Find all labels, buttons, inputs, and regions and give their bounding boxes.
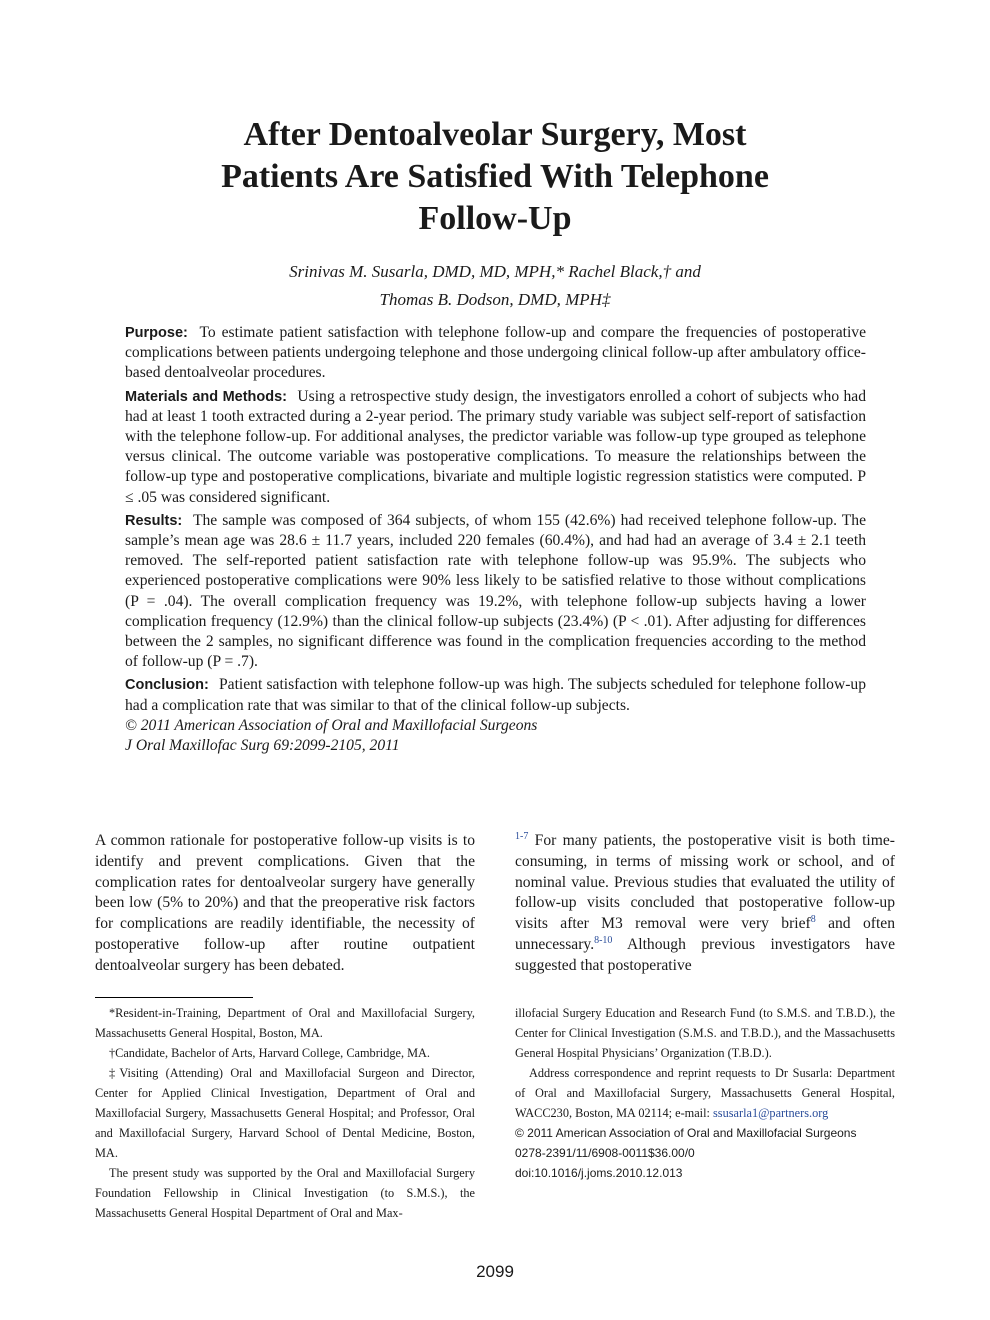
conclusion-label: Conclusion: [125,677,209,694]
abstract [125,323,866,759]
footnote: †Candidate, Bachelor of Arts, Harvard College, Cambridge, MA. [109,1046,431,1060]
title-line: Patients Are Satisfied With Telephone [221,158,769,195]
reference-link[interactable]: 1-7 [515,830,529,842]
reference-link[interactable]: 8 [810,914,816,925]
abstract-purpose [125,323,866,384]
reference-link[interactable]: 8-10 [594,934,613,946]
address-text: Address correspondence and reprint requests to Dr Susarla: Department of Oral and Maxillofacial Surgery, Massachusetts General Hospital, WACC230, Boston, MA 02114; e-mail: [515,1066,895,1120]
title-line: After Dentoalveolar Surgery, Most [243,116,747,153]
author-list [95,258,895,314]
title-line: Follow-Up [418,200,572,237]
body-paragraph: A common rationale for postoperative follow-up visits is to identify and prevent complications. Given that the complication rates for dentoalveolar surgery have generally been low (5% to 20%) and that the preoperative risk factors for complications are readily identifiable, the necessity of postoperative follow-up after routine outpatient dentoalveolar surgery has been debated. [95,832,475,974]
correspondence-note [515,1063,895,1123]
conclusion-text: Patient satisfaction with telephone follow-up was high. The subjects scheduled for telephone follow-up had a complication rate that was similar to that of the clinical follow-up subjects. [125,676,866,714]
journal-citation: J Oral Maxillofac Surg 69:2099-2105, 2011 [125,737,400,755]
body-paragraph: Although previous investigators have suggested that postoperative [515,935,895,974]
issn-note: 0278-2391/11/6908-0011$36.00/0 [515,1146,695,1160]
methods-text: Using a retrospective study design, the investigators enrolled a cohort of subjects who had had at least 1 tooth extracted during a 2-year period. The primary study variable was subject self-report of satisfaction with the telephone follow-up. For additional analyses, the predictor variable was follow-up type grouped as telephone versus clinical. The outcome variable was postoperative complications. To measure the relationships between the follow-up type and postoperative complications, bivariate and multiple logistic regression statistics were computed. P ≤ .05 was considered significant. [125,387,866,506]
body-column-left [95,831,475,977]
body-paragraph: For many patients, the postoperative visit is both time-consuming, in terms of missing work or school, and of nominal value. Previous studies that evaluated the utility of follow-up visits concluded that postoperative follow-up visits after M3 removal were very brief [515,832,895,933]
abstract-results [125,511,866,673]
copyright-note: © 2011 American Association of Oral and Maxillofacial Surgeons [515,1126,857,1140]
author-line: Thomas B. Dodson, DMD, MPH‡ [379,290,611,309]
footnotes-left [95,1003,475,1223]
abstract-copyright: © 2011 American Association of Oral and Maxillofacial Surgeons [125,716,538,734]
page-number: 2099 [476,1262,514,1281]
results-text: The sample was composed of 364 subjects, of whom 155 (42.6%) had received telephone follow-up. The sample’s mean age was 28.6 ± 11.7 years, included 220 females (60.4%), and had had an average of 3.4 ± 2.1 teeth removed. The self-reported patient satisfaction rate with telephone follow-up was 95.9%. The subjects who experienced postoperative complications were 90% less likely to be satisfied relative to those without complications (P = .04). The overall complication frequency was 19.2%, with telephone follow-up subjects having a lower complication frequency (12.9%) than the clinical follow-up subjects (23.4%) (P < .01). After adjusting for differences between the 2 samples, no significant difference was found in the complication frequencies according to the method of follow-up (P = .7). [125,511,866,671]
purpose-label: Purpose: [125,325,188,341]
abstract-methods [125,387,866,508]
footnotes-right [515,1003,895,1183]
footnote: The present study was supported by the Oral and Maxillofacial Surgery Foundation Fellowship in Clinical Investigation (to S.M.S.), the Massachusetts General Hospital Department of Oral and Max- [95,1166,475,1220]
body-paragraph: and often unnecessary. [515,915,895,953]
body-column-right [515,831,895,977]
doi-note[interactable]: doi:10.1016/j.joms.2010.12.013 [515,1166,683,1180]
results-label: Results: [125,512,183,529]
author-line: Srinivas M. Susarla, DMD, MD, MPH,* Rachel Black,† and [289,262,701,281]
article-title [95,114,895,240]
footnote: *Resident-in-Training, Department of Oral and Maxillofacial Surgery, Massachusetts General Hospital, Boston, MA. [95,1006,475,1040]
purpose-text: To estimate patient satisfaction with telephone follow-up and compare the frequencies of postoperative complications between patients undergoing telephone and those undergoing clinical follow-up after ambulatory office-based dentoalveolar procedures. [125,324,866,382]
email-link[interactable]: ssusarla1@partners.org [713,1106,829,1120]
footnote: illofacial Surgery Education and Research Fund (to S.M.S. and T.B.D.), the Center for Clinical Investigation (S.M.S. and T.B.D.), and the Massachusetts General Hospital Physicians’ Organization (T.B.D.). [515,1006,895,1060]
footnote: ‡Visiting (Attending) Oral and Maxillofacial Surgeon and Director, Center for Applied Clinical Investigation, Department of Oral and Maxillofacial Surgery, Massachusetts General Hospital; and Professor, Oral and Maxillofacial Surgery, Harvard School of Dental Medicine, Boston, MA. [95,1066,475,1160]
methods-label: Materials and Methods: [125,388,288,405]
abstract-conclusion [125,675,866,756]
footnote-divider [95,997,253,998]
